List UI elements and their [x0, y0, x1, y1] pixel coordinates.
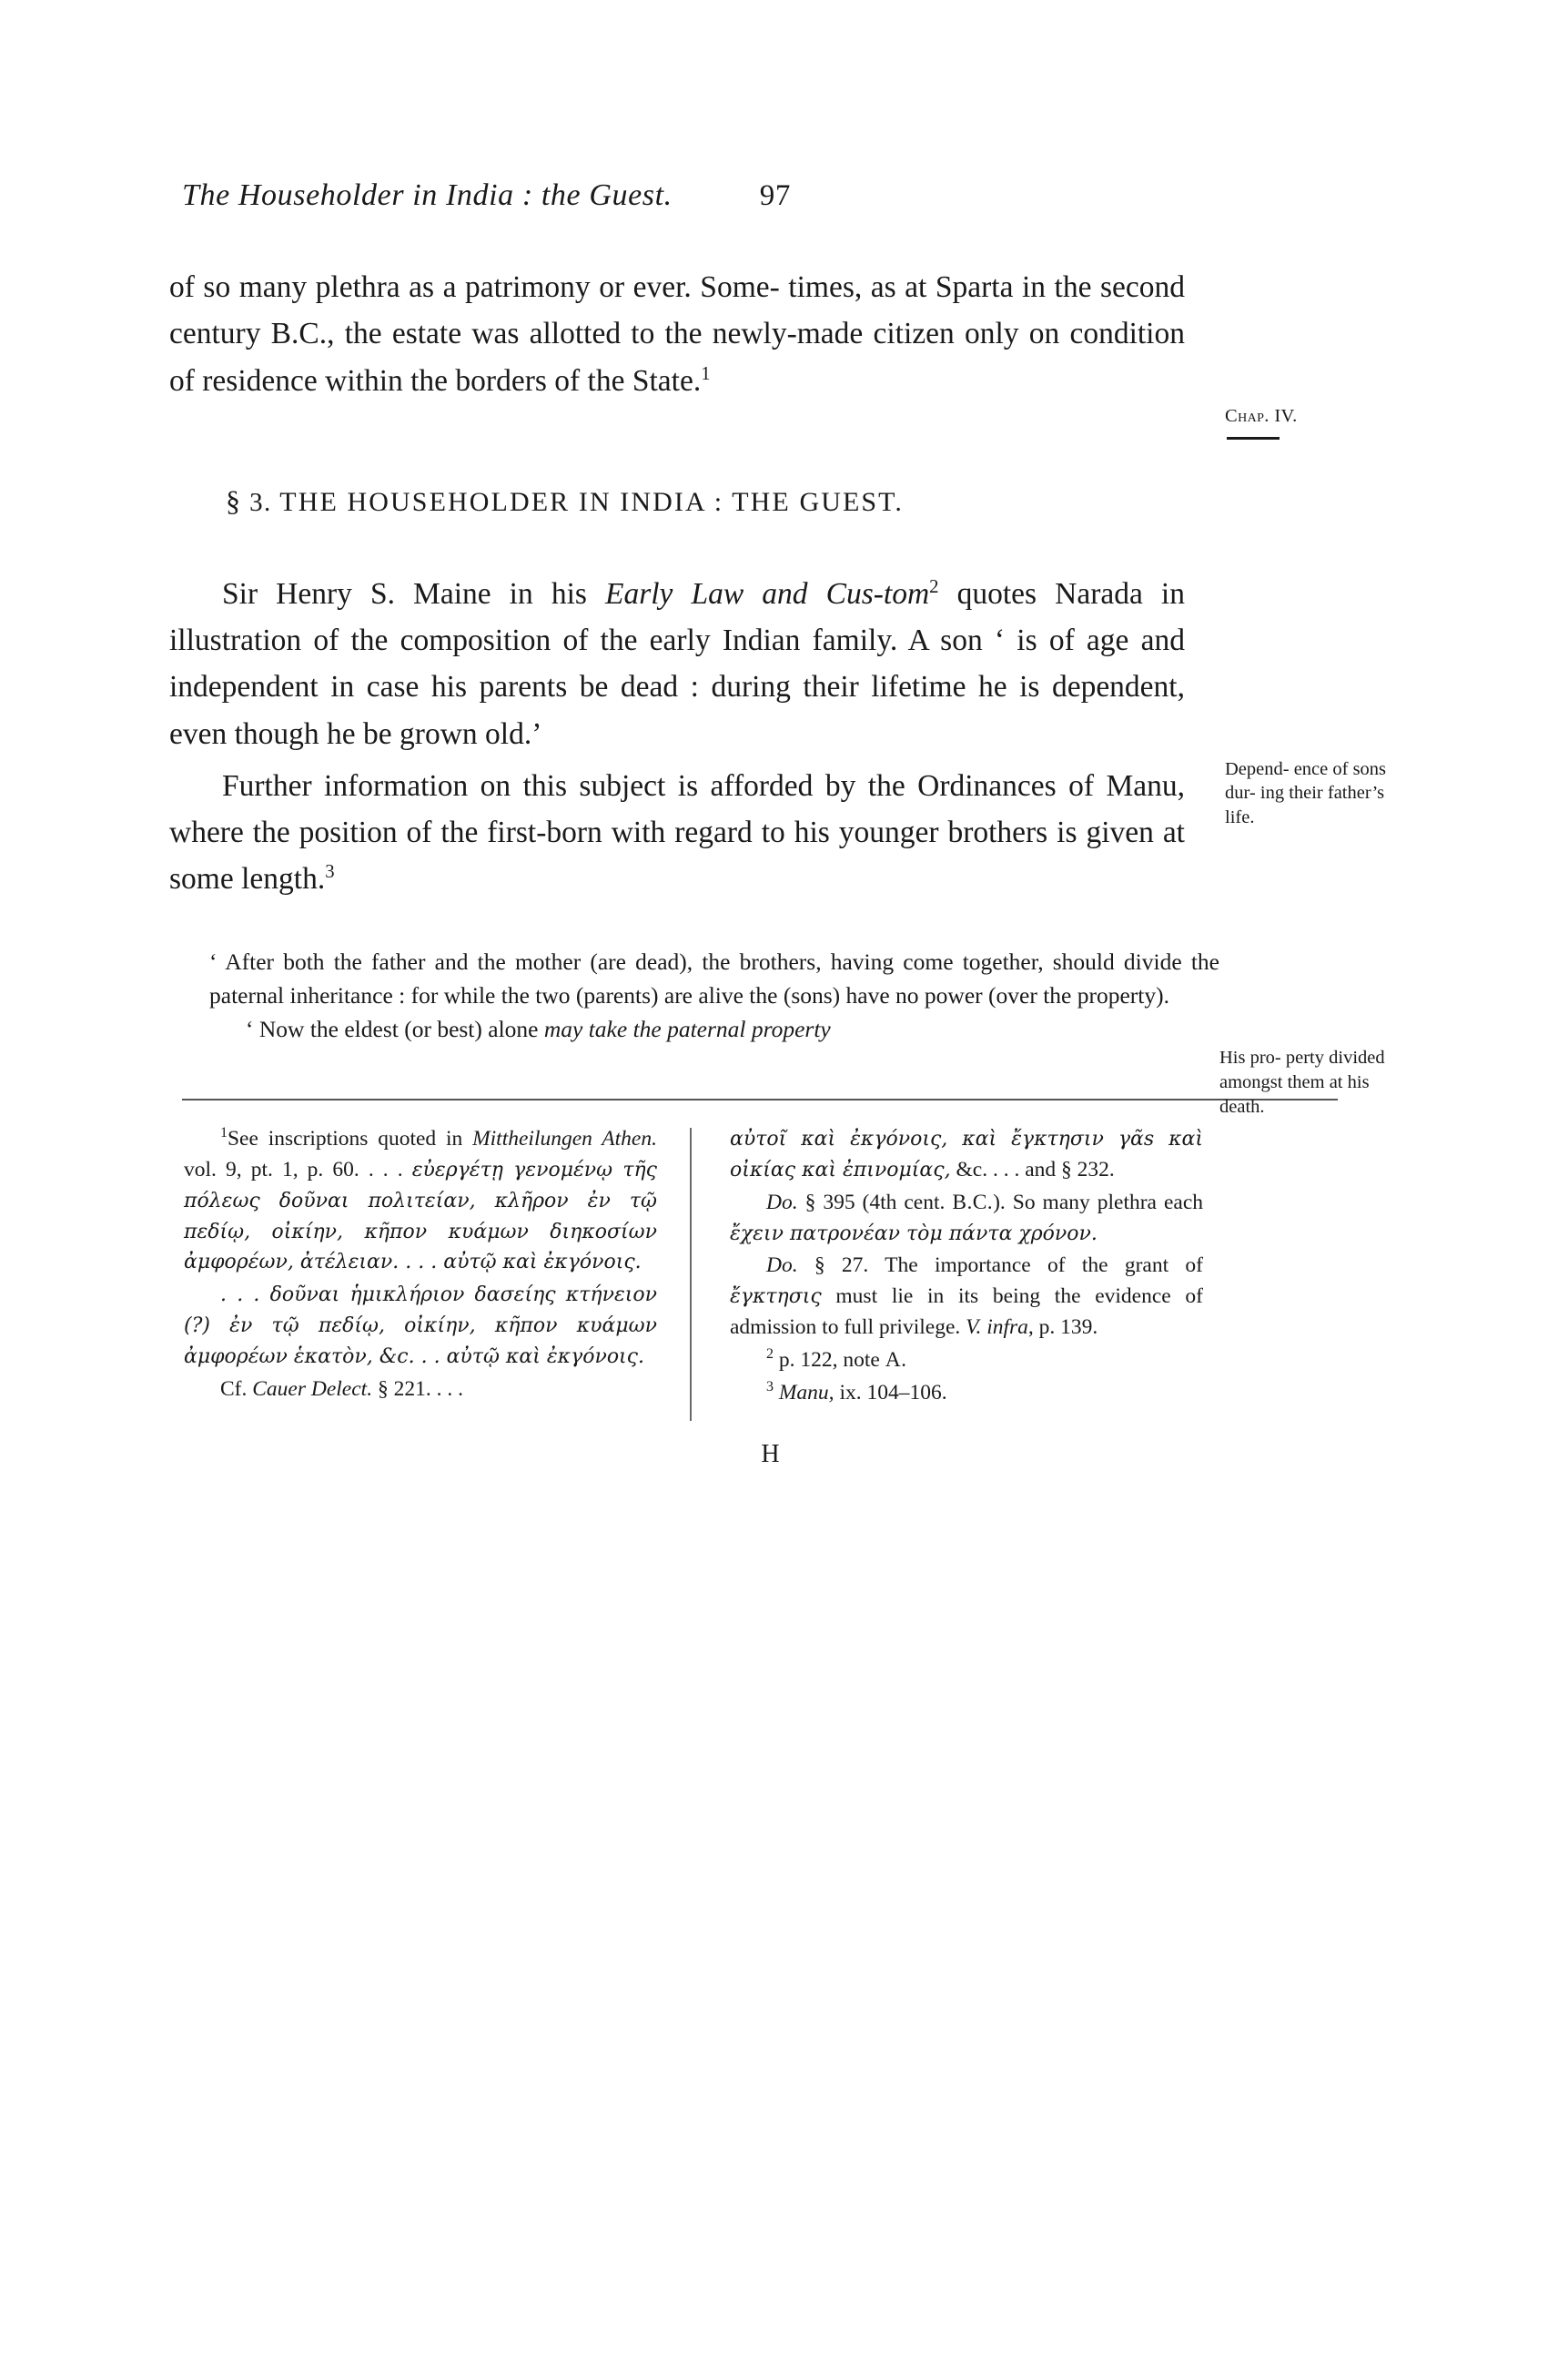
footnote-1-ref-italic: Cauer Delect. — [252, 1376, 373, 1401]
manu-paragraph-text: Further information on this subject is afforded by the Ordinances of Manu, where the position of the first-born with regard to his younger brothers is given at some length. — [169, 768, 1185, 897]
signature-mark: H — [761, 1439, 781, 1468]
opening-paragraph-text: of so many plethra as a patrimony or ever. Some- times, as at Sparta in the second century B.C., the estate was allotted to the newly-made citizen only on condition of residence within the borders of the State. — [169, 270, 1185, 398]
sidenote-property — [1219, 1046, 1398, 1120]
sidenote-chapter-label: Chap. IV. — [1225, 405, 1298, 426]
footnote-right-3 — [730, 1251, 1203, 1343]
footnote-right-2 — [730, 1188, 1203, 1250]
running-head — [182, 178, 1398, 213]
manu-paragraph — [169, 763, 1185, 903]
footnote-right-1-greek: αὐτοῖ καὶ ἐκγόνοις, καὶ ἔγκτησιν γᾶs καὶ οἰκίας καὶ ἐπινομίας, — [730, 1128, 1203, 1182]
footnote-right-2-italic: Do. — [766, 1190, 798, 1214]
footnote-1-ref — [184, 1374, 657, 1405]
sidenote-property-text: His pro- perty divided amongst them at his death. — [1219, 1048, 1385, 1118]
footnote-right-1-text: &c. . . . and § 232. — [950, 1157, 1115, 1182]
footnote-right-4-text: p. 122, note — [773, 1347, 885, 1372]
footnote-right-3-italic: Do. — [766, 1253, 798, 1278]
footnote-right-2-text-b: ). So many plethra each — [993, 1190, 1204, 1214]
running-head-title: The Householder in India : the Guest. — [182, 178, 673, 212]
sidenote-dependence-text: Depend- ence of sons dur- ing their father’s life. — [1225, 758, 1387, 828]
footnote-right-3-text-b: must lie in its being the evidence of admission to full privilege. — [730, 1284, 1203, 1340]
footnote-column-left — [184, 1124, 688, 1408]
footnote-rule — [182, 1099, 1338, 1100]
quotation-line-1: ‘ After both the father and the mother (are dead), the brothers, having come together, should divide the paternal inheritance : for while the two (parents) are alive the (sons) have no power (over the property). — [209, 948, 1219, 1009]
footnote-ref-2[interactable]: 2 — [929, 575, 939, 597]
footnote-right-3-greek: ἔγκτησις — [730, 1285, 822, 1309]
quotation-block — [169, 945, 1398, 1118]
footnote-right-5-italic: Manu, — [773, 1380, 835, 1405]
footnote-right-2-smallcaps: B.C. — [952, 1190, 994, 1214]
maine-work-title-part1: Early Law and Cus- — [604, 576, 884, 611]
maine-paragraph-block — [169, 571, 1398, 828]
section-sign: § — [226, 483, 242, 517]
quotation-line-2-italic: may take the paternal property — [543, 1015, 831, 1042]
footnote-1-ref-text-b: § 221. . . . — [372, 1376, 463, 1401]
sidenote-chapter — [1225, 404, 1398, 441]
sidenote-rule — [1227, 437, 1280, 440]
footnote-right-4-marker: 2 — [766, 1346, 774, 1363]
maine-paragraph — [169, 571, 1185, 757]
footnote-1-italic: Mittheilungen Athen. — [472, 1127, 657, 1151]
footnotes-area — [184, 1124, 1398, 1408]
footnote-1-text-b: vol. 9, pt. 1, p. 60. . . . — [184, 1157, 412, 1182]
section-number: 3. — [249, 487, 272, 517]
page-content — [169, 178, 1398, 1469]
maine-work-title-part2: tom — [883, 576, 930, 611]
section-title: THE HOUSEHOLDER IN INDIA : THE GUEST. — [279, 486, 904, 517]
footnote-right-5 — [730, 1378, 1203, 1409]
footnote-ref-1[interactable]: 1 — [701, 362, 711, 384]
footnote-1-greek: εὐεργέτῃ γενομένῳ τῆς πόλεως δοῦναι πολιτείαν, κλῆρον ἐν τῷ πεδίῳ, οἰκίην, κῆπον κυάμων διηκοσίων ἀμφορέων, ἀτέλειαν. . . . αὐτῷ καὶ ἐκγόνοις. — [184, 1158, 657, 1274]
manu-paragraph-block — [169, 763, 1398, 903]
quotation-text — [169, 945, 1219, 1047]
footnote-right-3-text-c: , p. 139. — [1027, 1315, 1098, 1340]
footnote-right-2-greek: ἔχειν πατρονέαν τὸμ πάντα χρόνον. — [730, 1222, 1098, 1245]
footnote-1-ref-text-a: Cf. — [220, 1376, 253, 1401]
footnote-1 — [184, 1124, 657, 1278]
footnote-column-right — [688, 1124, 1203, 1408]
footnote-1-cont-greek: . . . δοῦναι ἡμικλήριον δασείης κτήνειον (?) ἐν τῷ πεδίῳ, οἰκίην, κῆπον κυάμων ἀμφορέων ἑκατὸν, &c. . . αὐτῷ καὶ ἐκγόνοις. — [184, 1283, 657, 1368]
footnote-right-2-text-a: § 395 (4th cent. — [797, 1190, 953, 1214]
maine-paragraph-lead: Sir Henry S. Maine in his — [222, 576, 605, 611]
opening-paragraph-block — [169, 264, 1398, 426]
footnote-1-marker: 1 — [220, 1125, 228, 1141]
quotation-line-2 — [209, 1012, 1219, 1046]
footnote-right-5-marker: 3 — [766, 1378, 774, 1395]
footnote-right-4 — [730, 1345, 1203, 1376]
footnote-right-5-text: ix. 104–106. — [834, 1380, 947, 1405]
footnote-ref-3[interactable]: 3 — [325, 861, 335, 883]
footnote-1-text-a: See inscriptions quoted in — [227, 1127, 473, 1151]
opening-paragraph — [169, 264, 1185, 404]
footnote-right-3-text-a: § 27. The importance of the grant of — [797, 1253, 1203, 1278]
maine-paragraph-rest: quotes Narada in illustration of the composition of the early Indian family. A son ‘ is of age and independent in case his parents be dead : during their lifetime he is dependent, even though he be grown old.’ — [169, 576, 1185, 751]
footnote-right-3-italic2: V. infra — [966, 1315, 1028, 1340]
section-heading — [226, 484, 1398, 518]
footnote-1-cont — [184, 1280, 657, 1372]
footnote-right-1 — [730, 1124, 1203, 1186]
quotation-line-2-lead: ‘ Now the eldest (or best) alone — [246, 1015, 544, 1042]
footnote-right-4-smallcaps: A. — [885, 1347, 907, 1372]
footnote-column-divider — [690, 1128, 692, 1421]
page-number: 97 — [759, 179, 791, 212]
